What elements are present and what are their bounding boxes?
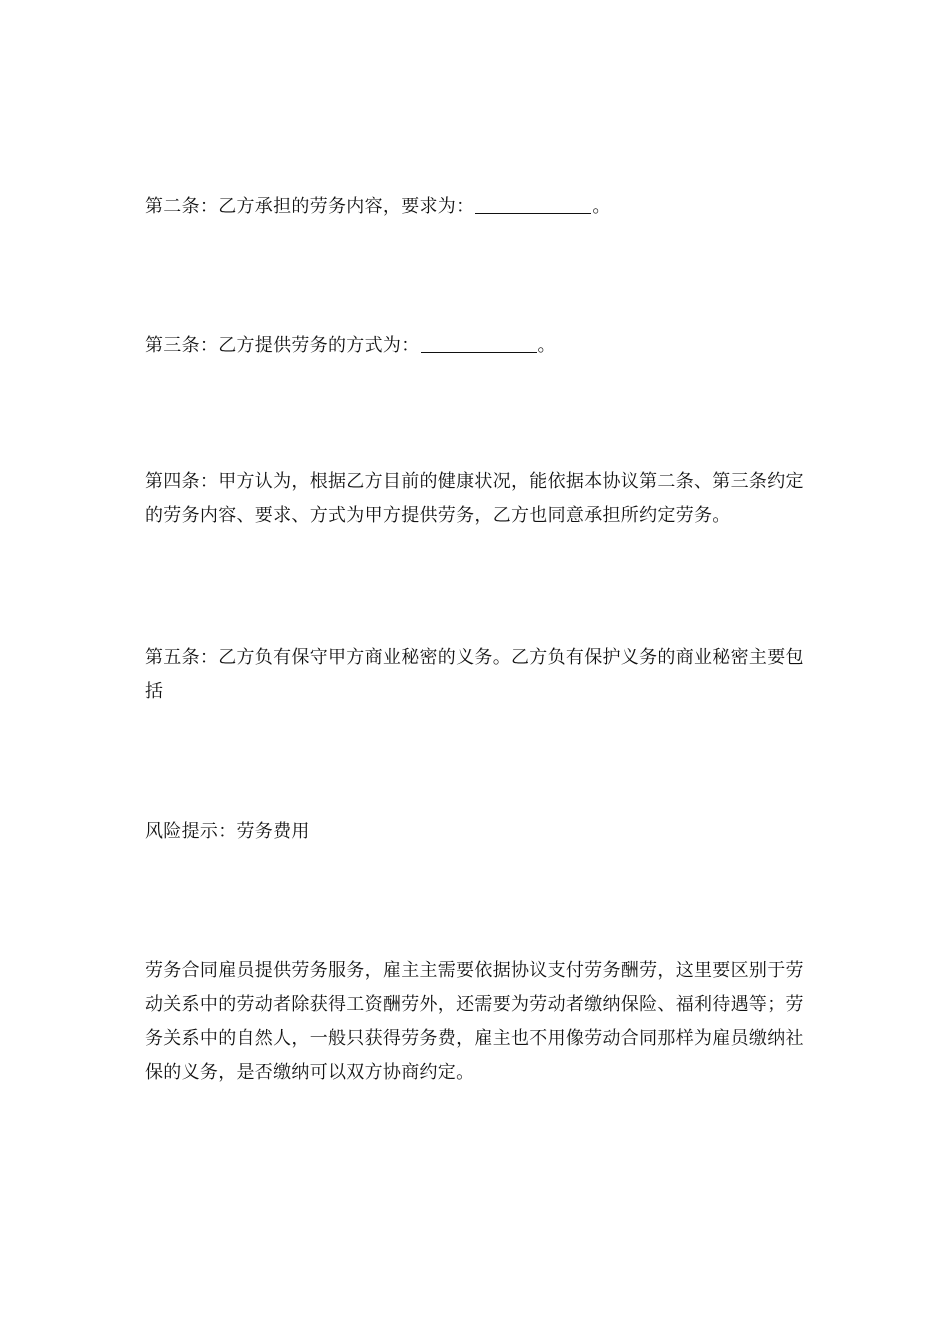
article-2-fill-blank — [475, 195, 591, 214]
risk-tip-body: 劳务合同雇员提供劳务服务，雇主主需要依据协议支付劳务酬劳，这里要区别于劳动关系中的劳动者除获得工资酬劳外，还需要为劳动者缴纳保险、福利待遇等；劳务关系中的自然人，一般只获得劳务费，雇主也不用像劳动合同那样为雇员缴纳社保的义务，是否缴纳可以双方协商约定。 — [145, 960, 804, 1083]
article-3-text: 第三条：乙方提供劳务的方式为： — [145, 335, 420, 356]
article-4-paragraph: 第四条：甲方认为，根据乙方目前的健康状况，能依据本协议第二条、第三条约定的劳务内容、要求、方式为甲方提供劳务，乙方也同意承担所约定劳务。 — [145, 471, 804, 526]
article-3-period: 。 — [537, 335, 556, 356]
article-2-period: 。 — [592, 196, 611, 217]
risk-tip-heading: 风险提示：劳务费用 — [145, 821, 310, 842]
article-3-paragraph — [145, 329, 805, 363]
article-2-paragraph — [145, 190, 805, 224]
article-2-text: 第二条：乙方承担的劳务内容，要求为： — [145, 196, 475, 217]
article-3-fill-blank — [421, 334, 537, 353]
article-5-paragraph: 第五条：乙方负有保守甲方商业秘密的义务。乙方负有保护义务的商业秘密主要包括 — [145, 647, 804, 702]
